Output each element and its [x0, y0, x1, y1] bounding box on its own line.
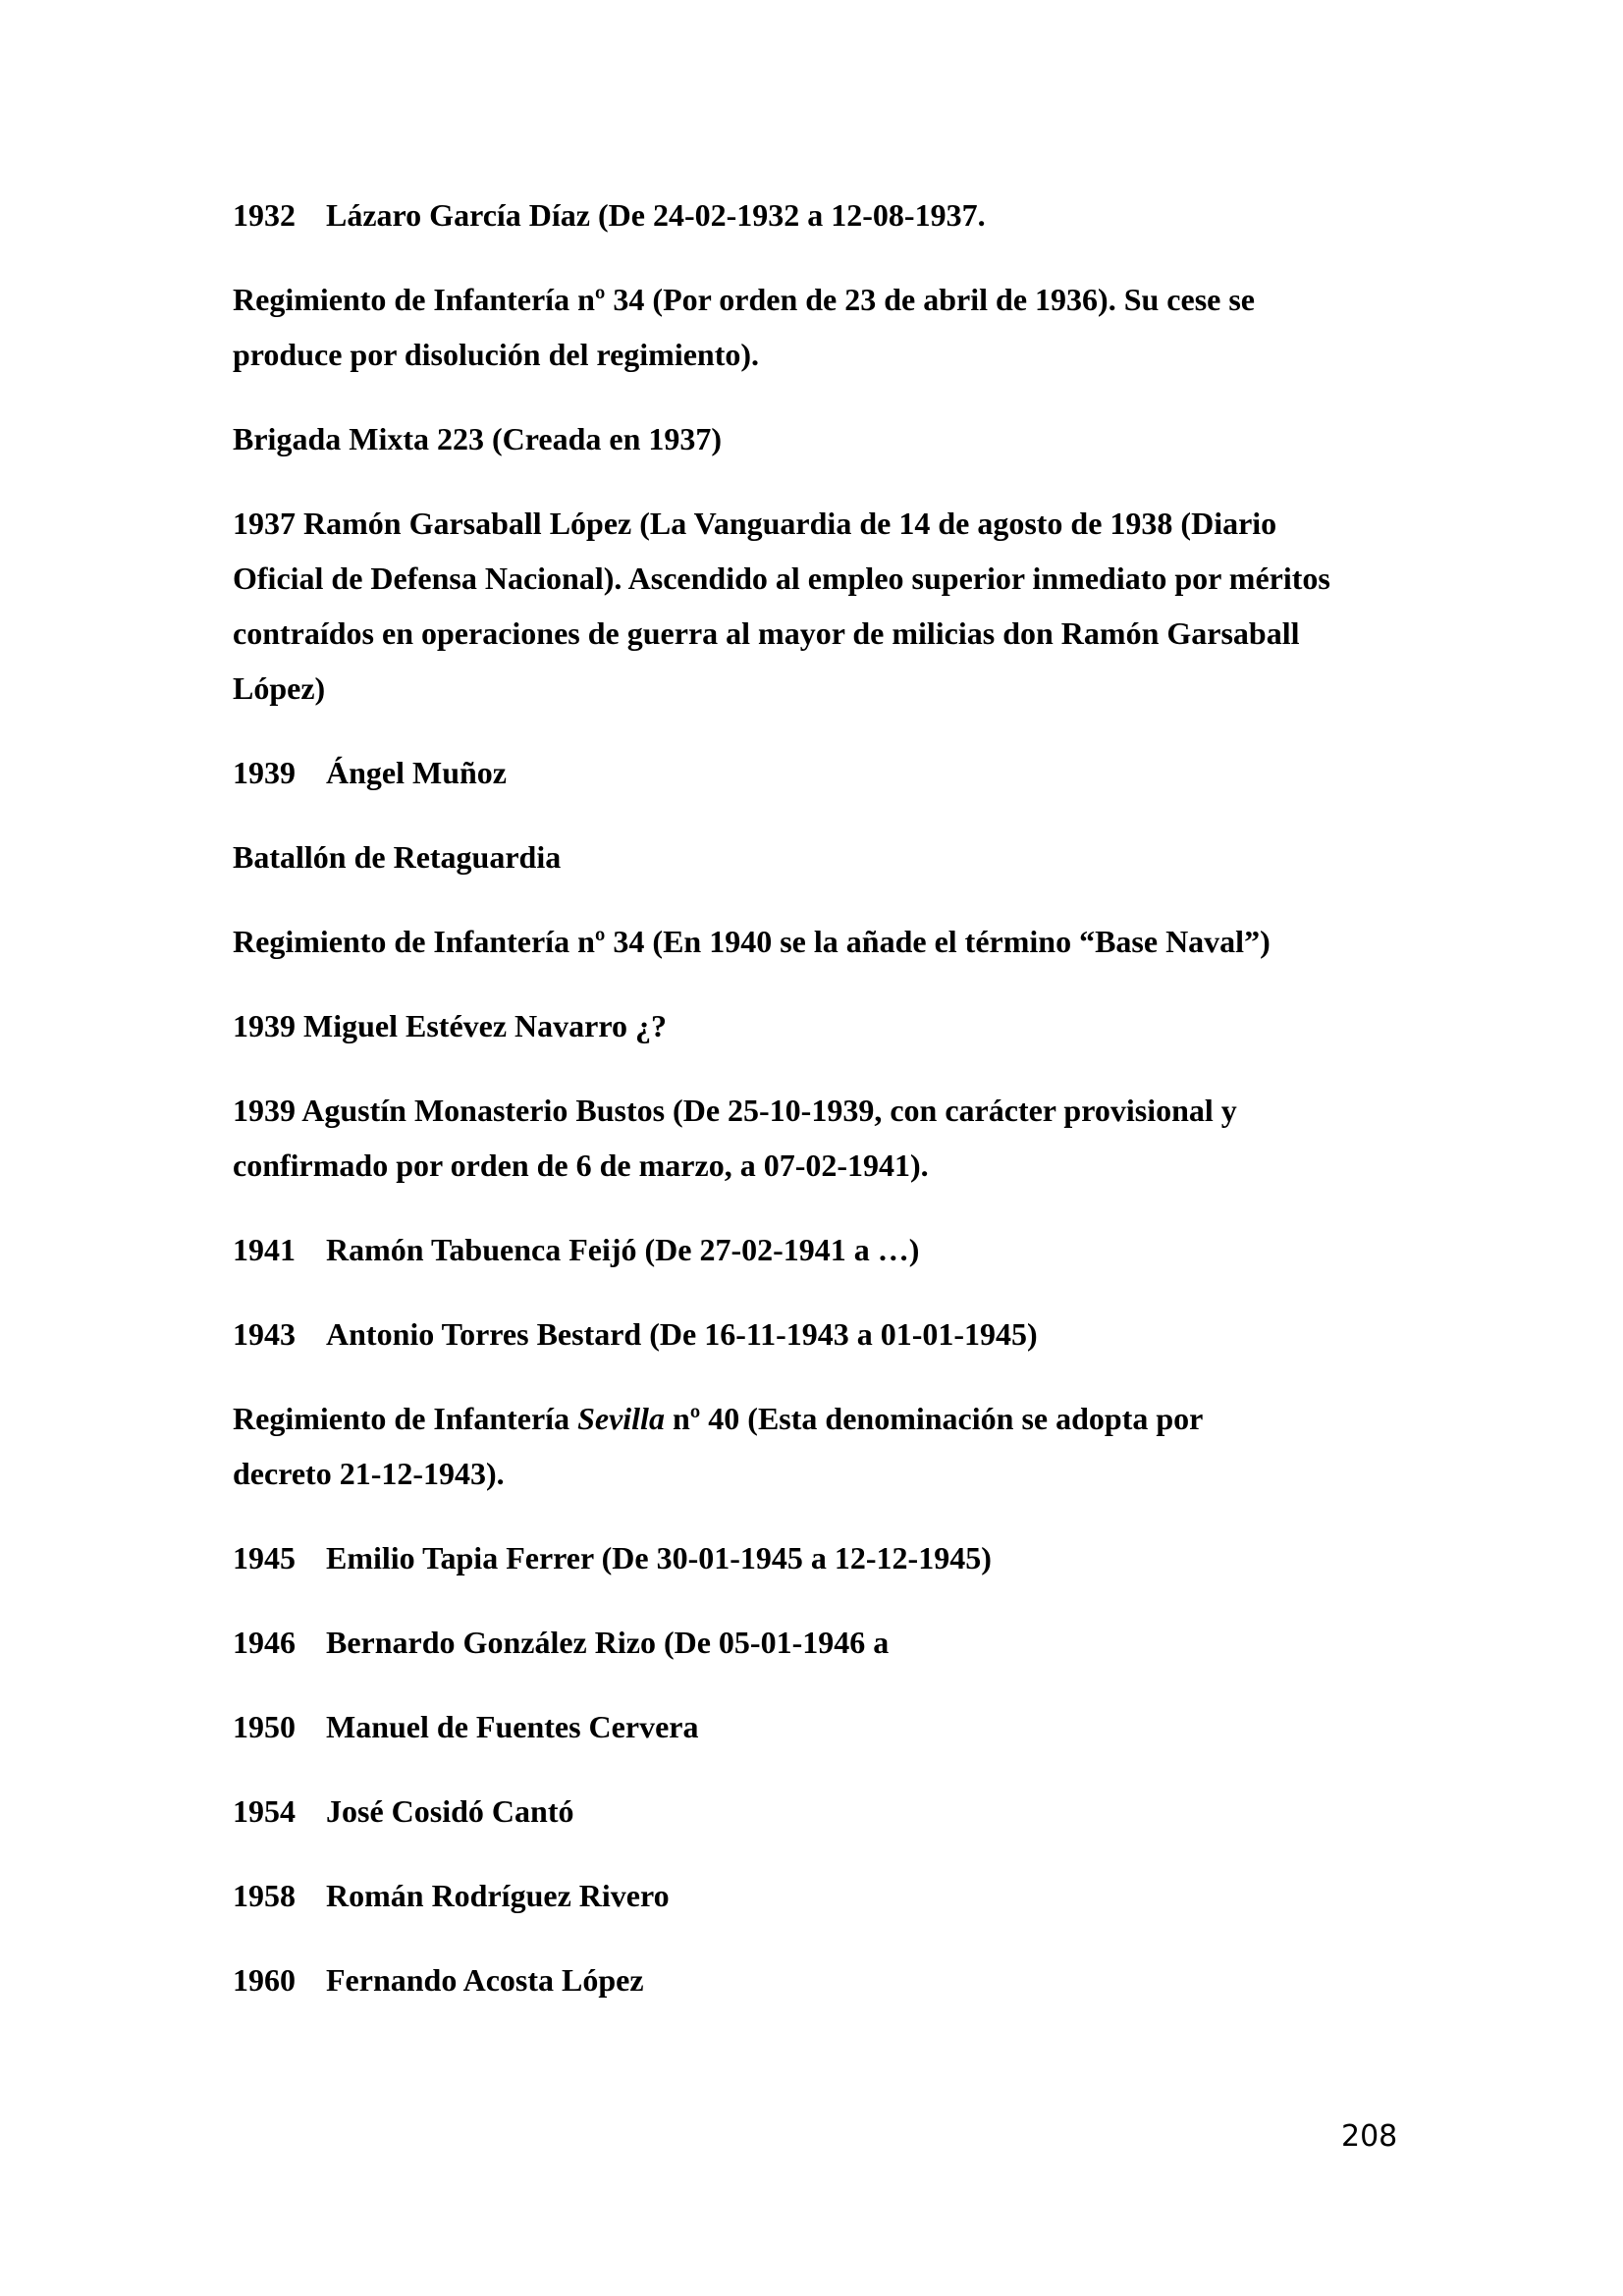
text-segment: 1958	[233, 1878, 296, 1913]
text-segment: Oficial de Defensa Nacional). Ascendido al empleo superior inmediato por méritos	[233, 561, 1330, 596]
text-line	[233, 1699, 1489, 1754]
text-segment: Lázaro García Díaz (De 24-02-1932 a 12-08-1937.	[326, 197, 986, 233]
page-number: 208	[1341, 2119, 1398, 2154]
text-line	[233, 1615, 1489, 1670]
text-line	[233, 272, 1489, 327]
text-segment: Emilio Tapia Ferrer (De 30-01-1945 a 12-12-1945)	[326, 1540, 992, 1575]
paragraph	[233, 1222, 1489, 1277]
text-segment: José Cosidó Cantó	[326, 1793, 574, 1829]
paragraph	[233, 745, 1489, 800]
text-line	[233, 1784, 1489, 1839]
text-segment: Ángel Muñoz	[326, 755, 507, 790]
text-segment: nº 40 (Esta denominación se adopta por	[664, 1401, 1204, 1436]
text-line	[233, 1307, 1489, 1362]
text-line	[233, 661, 1489, 716]
text-line	[233, 1138, 1489, 1193]
document-body	[233, 187, 1489, 2007]
text-line	[233, 1083, 1489, 1138]
paragraph	[233, 1952, 1489, 2007]
paragraph	[233, 496, 1489, 716]
text-line	[233, 496, 1489, 551]
text-segment: 1945	[233, 1540, 296, 1575]
text-segment: 1932	[233, 197, 296, 233]
text-line	[233, 1222, 1489, 1277]
text-segment: decreto 21-12-1943).	[233, 1456, 505, 1491]
text-segment: Batallón de Retaguardia	[233, 839, 562, 875]
text-segment: López)	[233, 670, 326, 706]
text-segment: Regimiento de Infantería	[233, 1401, 578, 1436]
paragraph	[233, 1391, 1489, 1501]
text-line	[233, 1952, 1489, 2007]
paragraph	[233, 998, 1489, 1053]
text-line	[233, 998, 1489, 1053]
paragraph	[233, 411, 1489, 466]
text-line	[233, 187, 1489, 242]
text-segment: 1960	[233, 1962, 296, 1998]
paragraph	[233, 187, 1489, 242]
text-segment: Román Rodríguez Rivero	[326, 1878, 670, 1913]
text-line	[233, 606, 1489, 661]
text-segment: Ramón Tabuenca Feijó (De 27-02-1941 a …)	[326, 1232, 920, 1267]
text-segment: 1943	[233, 1316, 296, 1352]
text-segment: Regimiento de Infantería nº 34 (Por orden de 23 de abril de 1936). Su cese se	[233, 282, 1255, 317]
text-line	[233, 551, 1489, 606]
text-segment: 1939	[233, 755, 296, 790]
paragraph	[233, 272, 1489, 382]
text-segment: 1941	[233, 1232, 296, 1267]
text-segment: produce por disolución del regimiento).	[233, 337, 760, 372]
paragraph	[233, 1530, 1489, 1585]
text-line	[233, 1868, 1489, 1923]
text-segment: 1937 Ramón Garsaball López (La Vanguardia de 14 de agosto de 1938 (Diario	[233, 506, 1277, 541]
text-segment: 1939 Miguel Estévez Navarro ¿?	[233, 1008, 667, 1043]
paragraph	[233, 1699, 1489, 1754]
text-line	[233, 327, 1489, 382]
text-line	[233, 411, 1489, 466]
text-line	[233, 1530, 1489, 1585]
text-line	[233, 745, 1489, 800]
text-segment: contraídos en operaciones de guerra al mayor de milicias don Ramón Garsaball	[233, 615, 1300, 651]
text-line	[233, 914, 1489, 969]
text-line	[233, 1446, 1489, 1501]
paragraph	[233, 1868, 1489, 1923]
paragraph	[233, 914, 1489, 969]
paragraph	[233, 1307, 1489, 1362]
paragraph	[233, 1615, 1489, 1670]
text-segment: 1950	[233, 1709, 296, 1744]
text-segment: Bernardo González Rizo (De 05-01-1946 a	[326, 1625, 890, 1660]
text-segment: Antonio Torres Bestard (De 16-11-1943 a 01-01-1945)	[326, 1316, 1038, 1352]
text-segment: confirmado por orden de 6 de marzo, a 07-02-1941).	[233, 1148, 929, 1183]
text-segment: 1939 Agustín Monasterio Bustos (De 25-10-1939, con carácter provisional y	[233, 1093, 1237, 1128]
text-segment: Regimiento de Infantería nº 34 (En 1940 se la añade el término “Base Naval”)	[233, 924, 1271, 959]
paragraph	[233, 1784, 1489, 1839]
text-segment: Brigada Mixta 223 (Creada en 1937)	[233, 421, 723, 456]
text-segment: 1954	[233, 1793, 296, 1829]
text-segment: Sevilla	[577, 1401, 665, 1436]
paragraph	[233, 1083, 1489, 1193]
text-segment: Manuel de Fuentes Cervera	[326, 1709, 699, 1744]
text-segment: Fernando Acosta López	[326, 1962, 644, 1998]
text-line	[233, 829, 1489, 884]
text-segment: 1946	[233, 1625, 296, 1660]
text-line	[233, 1391, 1489, 1446]
paragraph	[233, 829, 1489, 884]
